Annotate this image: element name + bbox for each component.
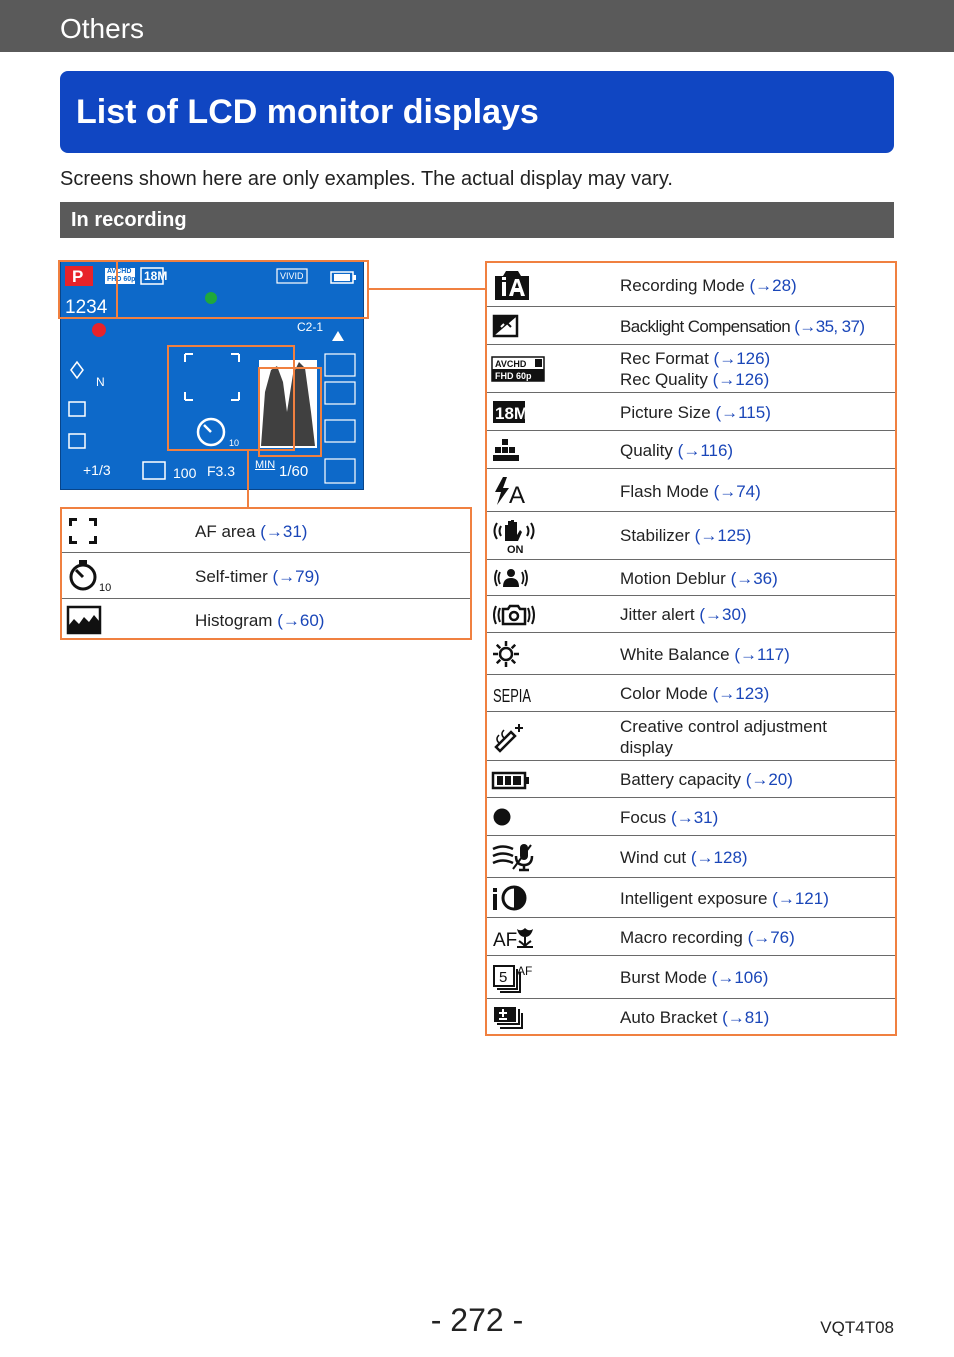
page-ref: (→31)	[671, 808, 719, 827]
row-label: Creative control adjustment	[620, 717, 827, 736]
table-row	[62, 553, 470, 599]
row-label: Intelligent exposure	[620, 889, 768, 908]
lcd-color-mode: VIVID	[280, 271, 304, 281]
page-ref: (→115)	[715, 403, 771, 422]
intelligent-auto-icon	[491, 268, 535, 302]
row-label: Flash Mode	[620, 482, 709, 501]
table-row	[487, 956, 895, 999]
row-label: Burst Mode	[620, 968, 707, 987]
lcd-iso: 100	[173, 465, 197, 481]
table-row	[487, 798, 895, 836]
icon-picture-size-text: 18M	[495, 404, 529, 423]
table-row	[487, 761, 895, 798]
title-banner	[60, 71, 894, 153]
table-row	[62, 599, 470, 640]
table-row	[487, 596, 895, 633]
lcd-rec-format-bottom: FHD 60p	[107, 276, 136, 283]
table-row	[487, 712, 895, 761]
icon-burst-number: 5	[499, 968, 508, 986]
row-label-secondary: Rec Quality	[620, 370, 708, 389]
page-ref-secondary: (→126)	[712, 370, 770, 389]
lcd-aperture: F3.3	[207, 463, 236, 479]
row-label: Color Mode	[620, 684, 708, 703]
lcd-min: MIN	[255, 459, 276, 471]
page-ref: (→125)	[694, 526, 752, 545]
lcd-rec-format-top: AVCHD	[107, 268, 132, 275]
intro-text: Screens shown here are only examples. The actual display may vary.	[60, 168, 673, 190]
page-ref: (→76)	[747, 928, 795, 947]
table-row	[487, 633, 895, 675]
icon-avchd-bottom: FHD 60p	[495, 371, 532, 381]
lcd-exposure-comp: +1/3	[83, 462, 111, 478]
chapter-label: Others	[60, 13, 145, 44]
table-row	[487, 918, 895, 956]
top-bar	[0, 0, 954, 52]
lcd-c21: C2-1	[297, 320, 324, 334]
row-label: Macro recording	[620, 928, 743, 947]
row-label: Stabilizer	[620, 526, 690, 545]
flash-auto-icon	[491, 475, 531, 507]
row-label-secondary: display	[620, 738, 673, 757]
table-row	[487, 469, 895, 512]
battery-icon	[491, 769, 531, 791]
row-label: White Balance	[620, 645, 730, 664]
callout-frame-top-divider	[116, 260, 369, 319]
self-timer-number: 10	[99, 582, 112, 594]
page-ref: (→81)	[722, 1008, 770, 1027]
stabilizer-icon	[491, 517, 537, 555]
icon-burst-af: AF	[517, 963, 533, 978]
quality-icon	[491, 437, 521, 463]
row-label: Rec Format	[620, 349, 709, 368]
page-title: List of LCD monitor displays	[76, 93, 539, 131]
icon-macro-text: AF	[493, 930, 518, 951]
page-ref: (→121)	[772, 889, 829, 908]
table-row	[487, 878, 895, 918]
row-label: Recording Mode	[620, 276, 745, 295]
page-ref: (→60)	[277, 611, 325, 630]
page-ref: (→117)	[734, 645, 790, 664]
row-label: AF area	[195, 522, 256, 541]
lcd-picture-size: 18M	[144, 269, 168, 283]
left-icon-table	[60, 507, 472, 640]
row-label: Wind cut	[620, 848, 687, 867]
icon-flash-letter: A	[509, 481, 526, 509]
burst-mode-icon	[491, 961, 537, 995]
table-row	[487, 431, 895, 469]
table-row	[62, 509, 470, 553]
row-label: Self-timer	[195, 567, 268, 586]
page-ref: (→116)	[677, 441, 734, 460]
page-ref: (→106)	[711, 968, 769, 987]
row-label: Backlight Compensation	[620, 317, 791, 336]
table-row	[487, 307, 895, 345]
table-row	[487, 393, 895, 431]
sepia-icon	[491, 681, 535, 707]
page-ref: (→36)	[730, 569, 778, 588]
section-bar	[60, 202, 894, 238]
motion-deblur-icon	[491, 565, 531, 591]
row-label: Jitter alert	[620, 605, 695, 624]
picture-size-icon	[491, 399, 527, 425]
icon-sepia-text: SEPIA	[493, 685, 531, 706]
wind-cut-icon	[491, 841, 535, 873]
callout-connector-top	[369, 288, 485, 290]
row-label: Battery capacity	[620, 770, 741, 789]
lcd-shutter: 1/60	[279, 463, 309, 480]
avchd-format-icon	[491, 355, 545, 383]
table-row	[487, 345, 895, 393]
lcd-shots-remaining: 1234	[65, 297, 108, 318]
histogram-icon	[66, 605, 102, 635]
rec-dot	[92, 323, 106, 337]
row-label: Picture Size	[620, 403, 711, 422]
white-balance-icon	[491, 639, 521, 669]
table-row	[487, 263, 895, 307]
self-timer-icon	[66, 558, 114, 594]
row-label: Motion Deblur	[620, 569, 726, 588]
table-row	[487, 836, 895, 878]
table-row	[487, 675, 895, 712]
macro-af-icon	[491, 923, 535, 951]
auto-bracket-icon	[491, 1004, 531, 1032]
page-ref: (→79)	[272, 567, 320, 586]
backlight-compensation-icon	[491, 313, 521, 339]
page-ref: (→28)	[749, 276, 797, 295]
page-number: - 272 -	[430, 1302, 524, 1338]
page-ref: (→74)	[713, 482, 761, 501]
intelligent-exposure-icon	[491, 883, 531, 913]
page-ref: (→126)	[713, 349, 771, 368]
lcd-compass: N	[96, 375, 105, 389]
page-ref: (→20)	[745, 770, 793, 789]
page-ref: (→123)	[712, 684, 770, 703]
icon-avchd-top: AVCHD	[495, 359, 527, 369]
focus-dot-icon	[491, 805, 515, 829]
jitter-alert-icon	[491, 601, 537, 629]
page-ref: (→30)	[699, 605, 747, 624]
row-label: Auto Bracket	[620, 1008, 718, 1027]
page-ref: (→35, 37)	[794, 317, 865, 336]
table-row	[487, 560, 895, 596]
creative-control-icon	[491, 721, 527, 753]
page-ref: (→128)	[690, 848, 748, 867]
table-row	[487, 999, 895, 1036]
callout-connector-af	[247, 451, 249, 508]
right-icon-table	[485, 261, 897, 1036]
table-row	[487, 512, 895, 560]
page-ref: (→31)	[260, 522, 308, 541]
section-heading: In recording	[71, 209, 187, 231]
callout-frame-histogram	[258, 367, 322, 457]
row-label: Focus	[620, 808, 667, 827]
row-label: Quality	[620, 441, 673, 460]
document-code: VQT4T08	[820, 1318, 894, 1337]
lcd-mode: P	[72, 267, 84, 286]
af-area-icon	[66, 515, 100, 547]
row-label: Histogram	[195, 611, 273, 630]
lcd-timer: 10	[229, 438, 240, 448]
icon-stabilizer-on: ON	[507, 544, 524, 556]
